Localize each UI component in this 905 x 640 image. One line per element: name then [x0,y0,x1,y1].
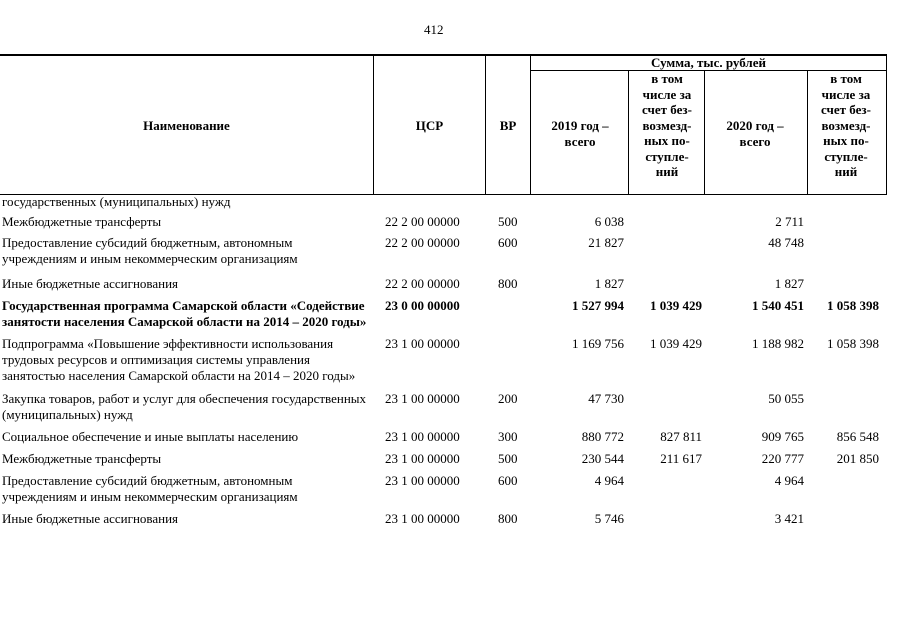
row-2020-gratuitous: 856 548 [836,429,879,444]
row-2020-gratuitous: 1 058 398 [827,298,879,313]
table-row [0,235,887,267]
row-2019-total: 1 827 [594,276,624,291]
table-header [0,54,887,196]
row-csr: 22 2 00 00000 [385,276,460,291]
row-2020-total: 50 055 [768,391,804,406]
row-2019-total: 1 527 994 [572,298,624,313]
header-2019-gratuitous: в том числе за счет без- возмезд- ных по- ступле- ний [642,71,692,179]
row-csr: 23 0 00 00000 [385,298,460,313]
row-2019-gratuitous: 1 039 429 [650,336,702,351]
row-name: Подпрограмма «Повышение эффективности использования трудовых ресурсов и оптимизация системы управления занятостью населения Самарской области на 2014 – 2020 годы» [2,336,356,383]
table-row [0,336,887,384]
row-name: Закупка товаров, работ и услуг для обеспечения государственных (муниципальных) нужд [2,391,367,422]
header-csr: ЦСР [415,118,444,133]
row-csr: 23 1 00 00000 [385,451,460,466]
row-2020-total: 2 711 [775,214,804,229]
row-2019-total: 1 169 756 [572,336,624,351]
header-divider [807,70,808,195]
row-2019-gratuitous: 827 811 [660,429,702,444]
row-name: государственных (муниципальных) нужд [2,194,231,209]
row-vr: 600 [498,473,518,488]
row-vr: 300 [498,429,518,444]
row-name: Социальное обеспечение и иные выплаты населению [2,429,299,444]
row-csr: 22 2 00 00000 [385,235,460,250]
row-vr: 600 [498,235,518,250]
page-number: 412 [424,22,444,37]
row-csr: 23 1 00 00000 [385,429,460,444]
table-row [0,429,887,445]
row-2020-total: 1 540 451 [752,298,804,313]
row-2019-total: 6 038 [594,214,624,229]
row-csr: 23 1 00 00000 [385,336,460,351]
row-name: Предоставление субсидий бюджетным, автономным учреждениям и иным некоммерческим организациям [2,473,298,504]
header-divider [886,54,887,195]
row-name: Предоставление субсидий бюджетным, автономным учреждениям и иным некоммерческим организациям [2,235,298,266]
row-2019-total: 880 772 [581,429,624,444]
row-2020-total: 220 777 [761,451,804,466]
header-divider [704,70,705,195]
table-row [0,276,887,292]
row-2020-total: 1 827 [774,276,804,291]
row-vr: 200 [498,391,518,406]
row-2020-total: 4 964 [774,473,804,488]
header-sum-group: Сумма, тыс. рублей [651,55,766,70]
row-name: Иные бюджетные ассигнования [2,511,179,526]
header-divider [530,54,531,195]
row-2020-gratuitous: 1 058 398 [827,336,879,351]
row-2019-total: 4 964 [594,473,624,488]
row-csr: 23 1 00 00000 [385,473,460,488]
row-2020-total: 1 188 982 [752,336,804,351]
row-csr: 22 2 00 00000 [385,214,460,229]
row-2019-gratuitous: 211 617 [660,451,702,466]
table-row [0,511,887,527]
header-2020-gratuitous: в том числе за счет без- возмезд- ных по- ступле- ний [821,71,871,179]
table-row [0,298,887,330]
row-2020-total: 3 421 [774,511,804,526]
row-csr: 23 1 00 00000 [385,391,460,406]
row-name: Иные бюджетные ассигнования [2,276,179,291]
row-vr: 500 [498,214,518,229]
table-body [0,194,887,527]
row-2020-total: 909 765 [761,429,804,444]
row-name: Государственная программа Самарской области «Содействие занятости населения Самарской области на 2014 – 2020 годы» [2,298,367,329]
row-2020-total: 48 748 [768,235,804,250]
header-divider [628,70,629,195]
row-2019-total: 230 544 [581,451,624,466]
header-2019-total: 2019 год – всего [551,118,609,149]
row-csr: 23 1 00 00000 [385,511,460,526]
table-row [0,451,887,467]
row-name: Межбюджетные трансферты [2,451,162,466]
table-row [0,214,887,230]
row-2019-total: 5 746 [594,511,624,526]
table-row [0,194,887,210]
header-name: Наименование [143,118,230,133]
row-name: Межбюджетные трансферты [2,214,162,229]
table-row [0,391,887,423]
row-vr: 800 [498,276,518,291]
header-2020-total: 2020 год – всего [726,118,784,149]
row-2019-total: 21 827 [588,235,624,250]
row-2019-gratuitous: 1 039 429 [650,298,702,313]
row-2020-gratuitous: 201 850 [836,451,879,466]
table-row [0,473,887,505]
row-2019-total: 47 730 [588,391,624,406]
row-vr: 500 [498,451,518,466]
row-vr: 800 [498,511,518,526]
header-vr: ВР [499,118,517,133]
